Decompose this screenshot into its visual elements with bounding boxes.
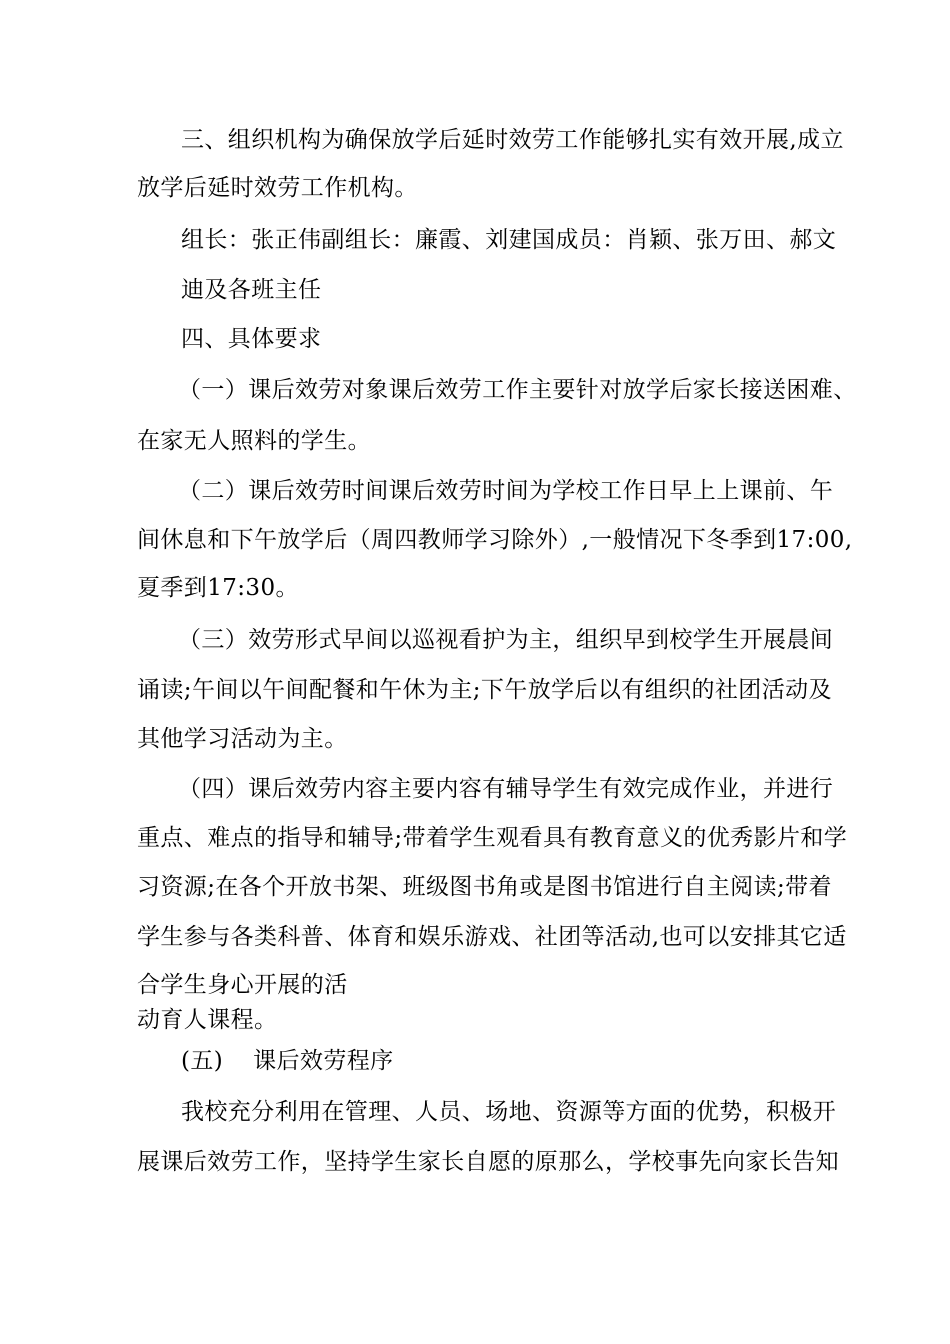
item1-line2: 在家无人照料的学生。 [137, 428, 371, 454]
item5-heading [181, 1046, 394, 1076]
item4-line5: 合学生身心开展的活 [137, 972, 348, 998]
item1-line1: （一）课后效劳对象课后效劳工作主要针对放学后家长接送困难、 [178, 377, 857, 403]
item4-line4: 学生参与各类科普、体育和娱乐游戏、社团等活动,也可以安排其它适 [137, 924, 847, 950]
item4-line2: 重点、难点的指导和辅导;带着学生观看具有教育意义的优秀影片和学 [137, 825, 848, 851]
members-line2: 迪及各班主任 [181, 277, 322, 303]
item3-line1: （三）效劳形式早间以巡视看护为主，组织早到校学生开展晨间 [178, 627, 834, 653]
section4-heading: 四、具体要求 [181, 326, 322, 352]
members-line1: 组长：张正伟副组长：廉霞、刘建国成员：肖颖、张万田、郝文 [181, 227, 837, 253]
item2-line3: 夏季到17:30。 [137, 575, 299, 601]
item2-line2: 间休息和下午放学后（周四教师学习除外）,一般情况下冬季到17:00, [137, 527, 853, 553]
item4-line6: 动育人课程。 [137, 1007, 278, 1033]
closing-line2: 展课后效劳工作，坚持学生家长自愿的原那么，学校事先向家长告知 [137, 1149, 839, 1175]
item3-line2: 诵读;午间以午间配餐和午休为主;下午放学后以有组织的社团活动及 [137, 677, 832, 703]
item3-line3: 其他学习活动为主。 [137, 726, 348, 752]
item2-line1: （二）课后效劳时间课后效劳时间为学校工作日早上上课前、午 [178, 478, 834, 504]
section3-line2: 放学后延时效劳工作机构。 [137, 175, 418, 201]
item4-line1: （四）课后效劳内容主要内容有辅导学生有效完成作业，并进行 [178, 776, 834, 802]
section3-line1: 三、组织机构为确保放学后延时效劳工作能够扎实有效开展,成立 [181, 127, 844, 153]
item5-number: (五) [181, 1048, 224, 1074]
closing-line1: 我校充分利用在管理、人员、场地、资源等方面的优势，积极开 [181, 1099, 837, 1125]
item5-title: 课后效劳程序 [253, 1048, 394, 1074]
item4-line3: 习资源;在各个开放书架、班级图书角或是图书馆进行自主阅读;带着 [137, 874, 832, 900]
